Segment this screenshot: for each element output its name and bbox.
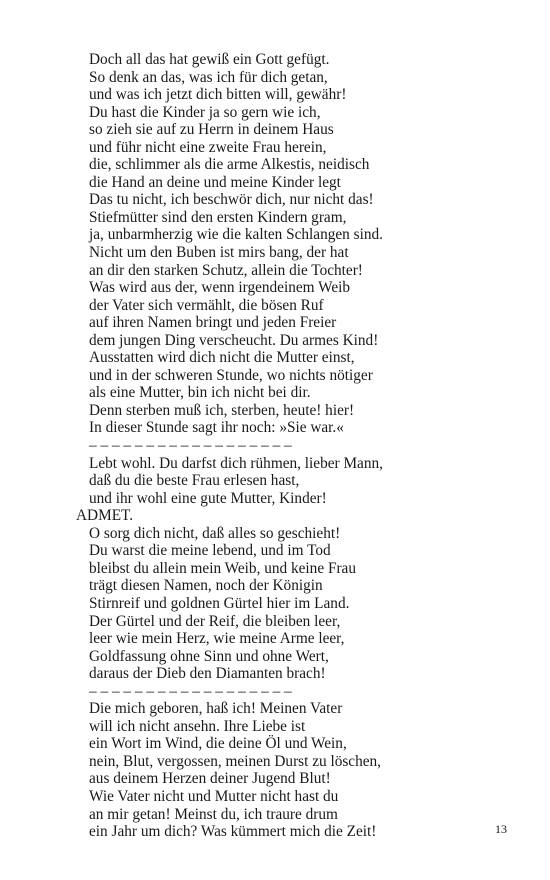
verse-line: als eine Mutter, bin ich nicht bei dir. bbox=[89, 384, 311, 402]
verse-line: So denk an das, was ich für dich getan, bbox=[89, 68, 328, 86]
verse-line: trägt diesen Namen, noch der Königin bbox=[89, 577, 323, 595]
verse-line: aus deinem Herzen deiner Jugend Blut! bbox=[89, 770, 331, 788]
verse-line: nein, Blut, vergossen, meinen Durst zu löschen, bbox=[89, 752, 382, 770]
verse-line: die Hand an deine und meine Kinder legt bbox=[89, 173, 341, 191]
verse-line: Du hast die Kinder ja so gern wie ich, bbox=[89, 103, 321, 121]
verse-line: daß du die beste Frau erlesen hast, bbox=[89, 472, 300, 490]
verse-line: Die mich geboren, haß ich! Meinen Vater bbox=[89, 700, 343, 718]
verse-line: leer wie mein Herz, wie meine Arme leer, bbox=[89, 630, 345, 648]
verse-line: dem jungen Ding verscheucht. Du armes Kind! bbox=[89, 331, 379, 349]
verse-line: Ausstatten wird dich nicht die Mutter einst, bbox=[89, 349, 355, 367]
verse-line: Doch all das hat gewiß ein Gott gefügt. bbox=[89, 51, 330, 68]
verse-line: Wie Vater nicht und Mutter nicht hast du bbox=[89, 787, 339, 805]
verse-line: an dir den starken Schutz, allein die Tochter! bbox=[89, 261, 363, 279]
verse-line: die, schlimmer als die arme Alkestis, neidisch bbox=[89, 156, 370, 174]
verse-line: und in der schweren Stunde, wo nichts nötiger bbox=[89, 366, 373, 384]
verse-line: ein Wort im Wind, die deine Öl und Wein, bbox=[89, 735, 347, 753]
verse-line: ja, unbarmherzig wie die kalten Schlangen sind. bbox=[89, 226, 383, 244]
verse-line: Goldfassung ohne Sinn und ohne Wert, bbox=[89, 647, 329, 665]
verse-line: – – – – – – – – – – – – – – – – – – bbox=[89, 682, 292, 700]
verse-line: – – – – – – – – – – – – – – – – – – bbox=[89, 437, 292, 455]
verse-line: Der Gürtel und der Reif, die bleiben leer, bbox=[89, 612, 341, 630]
verse-line: Lebt wohl. Du darfst dich rühmen, lieber Mann, bbox=[89, 454, 383, 472]
verse-line: der Vater sich vermählt, die bösen Ruf bbox=[89, 296, 324, 314]
verse-line: Du warst die meine lebend, und im Tod bbox=[89, 542, 331, 560]
verse-line: In dieser Stunde sagt ihr noch: »Sie war.« bbox=[89, 419, 344, 437]
verse-line: und was ich jetzt dich bitten will, gewähr! bbox=[89, 86, 347, 104]
verse-text-block bbox=[76, 51, 476, 841]
verse-line: O sorg dich nicht, daß alles so geschieht! bbox=[89, 524, 341, 542]
verse-line: bleibst du allein mein Weib, und keine Frau bbox=[89, 559, 356, 577]
verse-line: Das tu nicht, ich beschwör dich, nur nicht das! bbox=[89, 191, 374, 209]
verse-line: Stirnreif und goldnen Gürtel hier im Land. bbox=[89, 594, 350, 612]
verse-line: Denn sterben muß ich, sterben, heute! hier! bbox=[89, 401, 355, 419]
verse-line: auf ihren Namen bringt und jeden Freier bbox=[89, 314, 337, 332]
verse-line: Nicht um den Buben ist mirs bang, der hat bbox=[89, 244, 349, 262]
verse-line: Was wird aus der, wenn irgendeinem Weib bbox=[89, 279, 351, 297]
page-number: 13 bbox=[495, 822, 507, 836]
verse-line: und ihr wohl eine gute Mutter, Kinder! bbox=[89, 489, 327, 507]
verse-line: ein Jahr um dich? Was kümmert mich die Zeit! bbox=[89, 823, 377, 841]
verse-line: und führ nicht eine zweite Frau herein, bbox=[89, 138, 327, 156]
verse-line: daraus der Dieb den Diamanten brach! bbox=[89, 665, 326, 683]
verse-line: Stiefmütter sind den ersten Kindern gram, bbox=[89, 208, 347, 226]
verse-line: an mir getan! Meinst du, ich traure drum bbox=[89, 805, 338, 823]
verse-line: so zieh sie auf zu Herrn in deinem Haus bbox=[89, 121, 334, 139]
verse-line: will ich nicht ansehn. Ihre Liebe ist bbox=[89, 717, 306, 735]
speaker-name: ADMET. bbox=[76, 507, 134, 525]
